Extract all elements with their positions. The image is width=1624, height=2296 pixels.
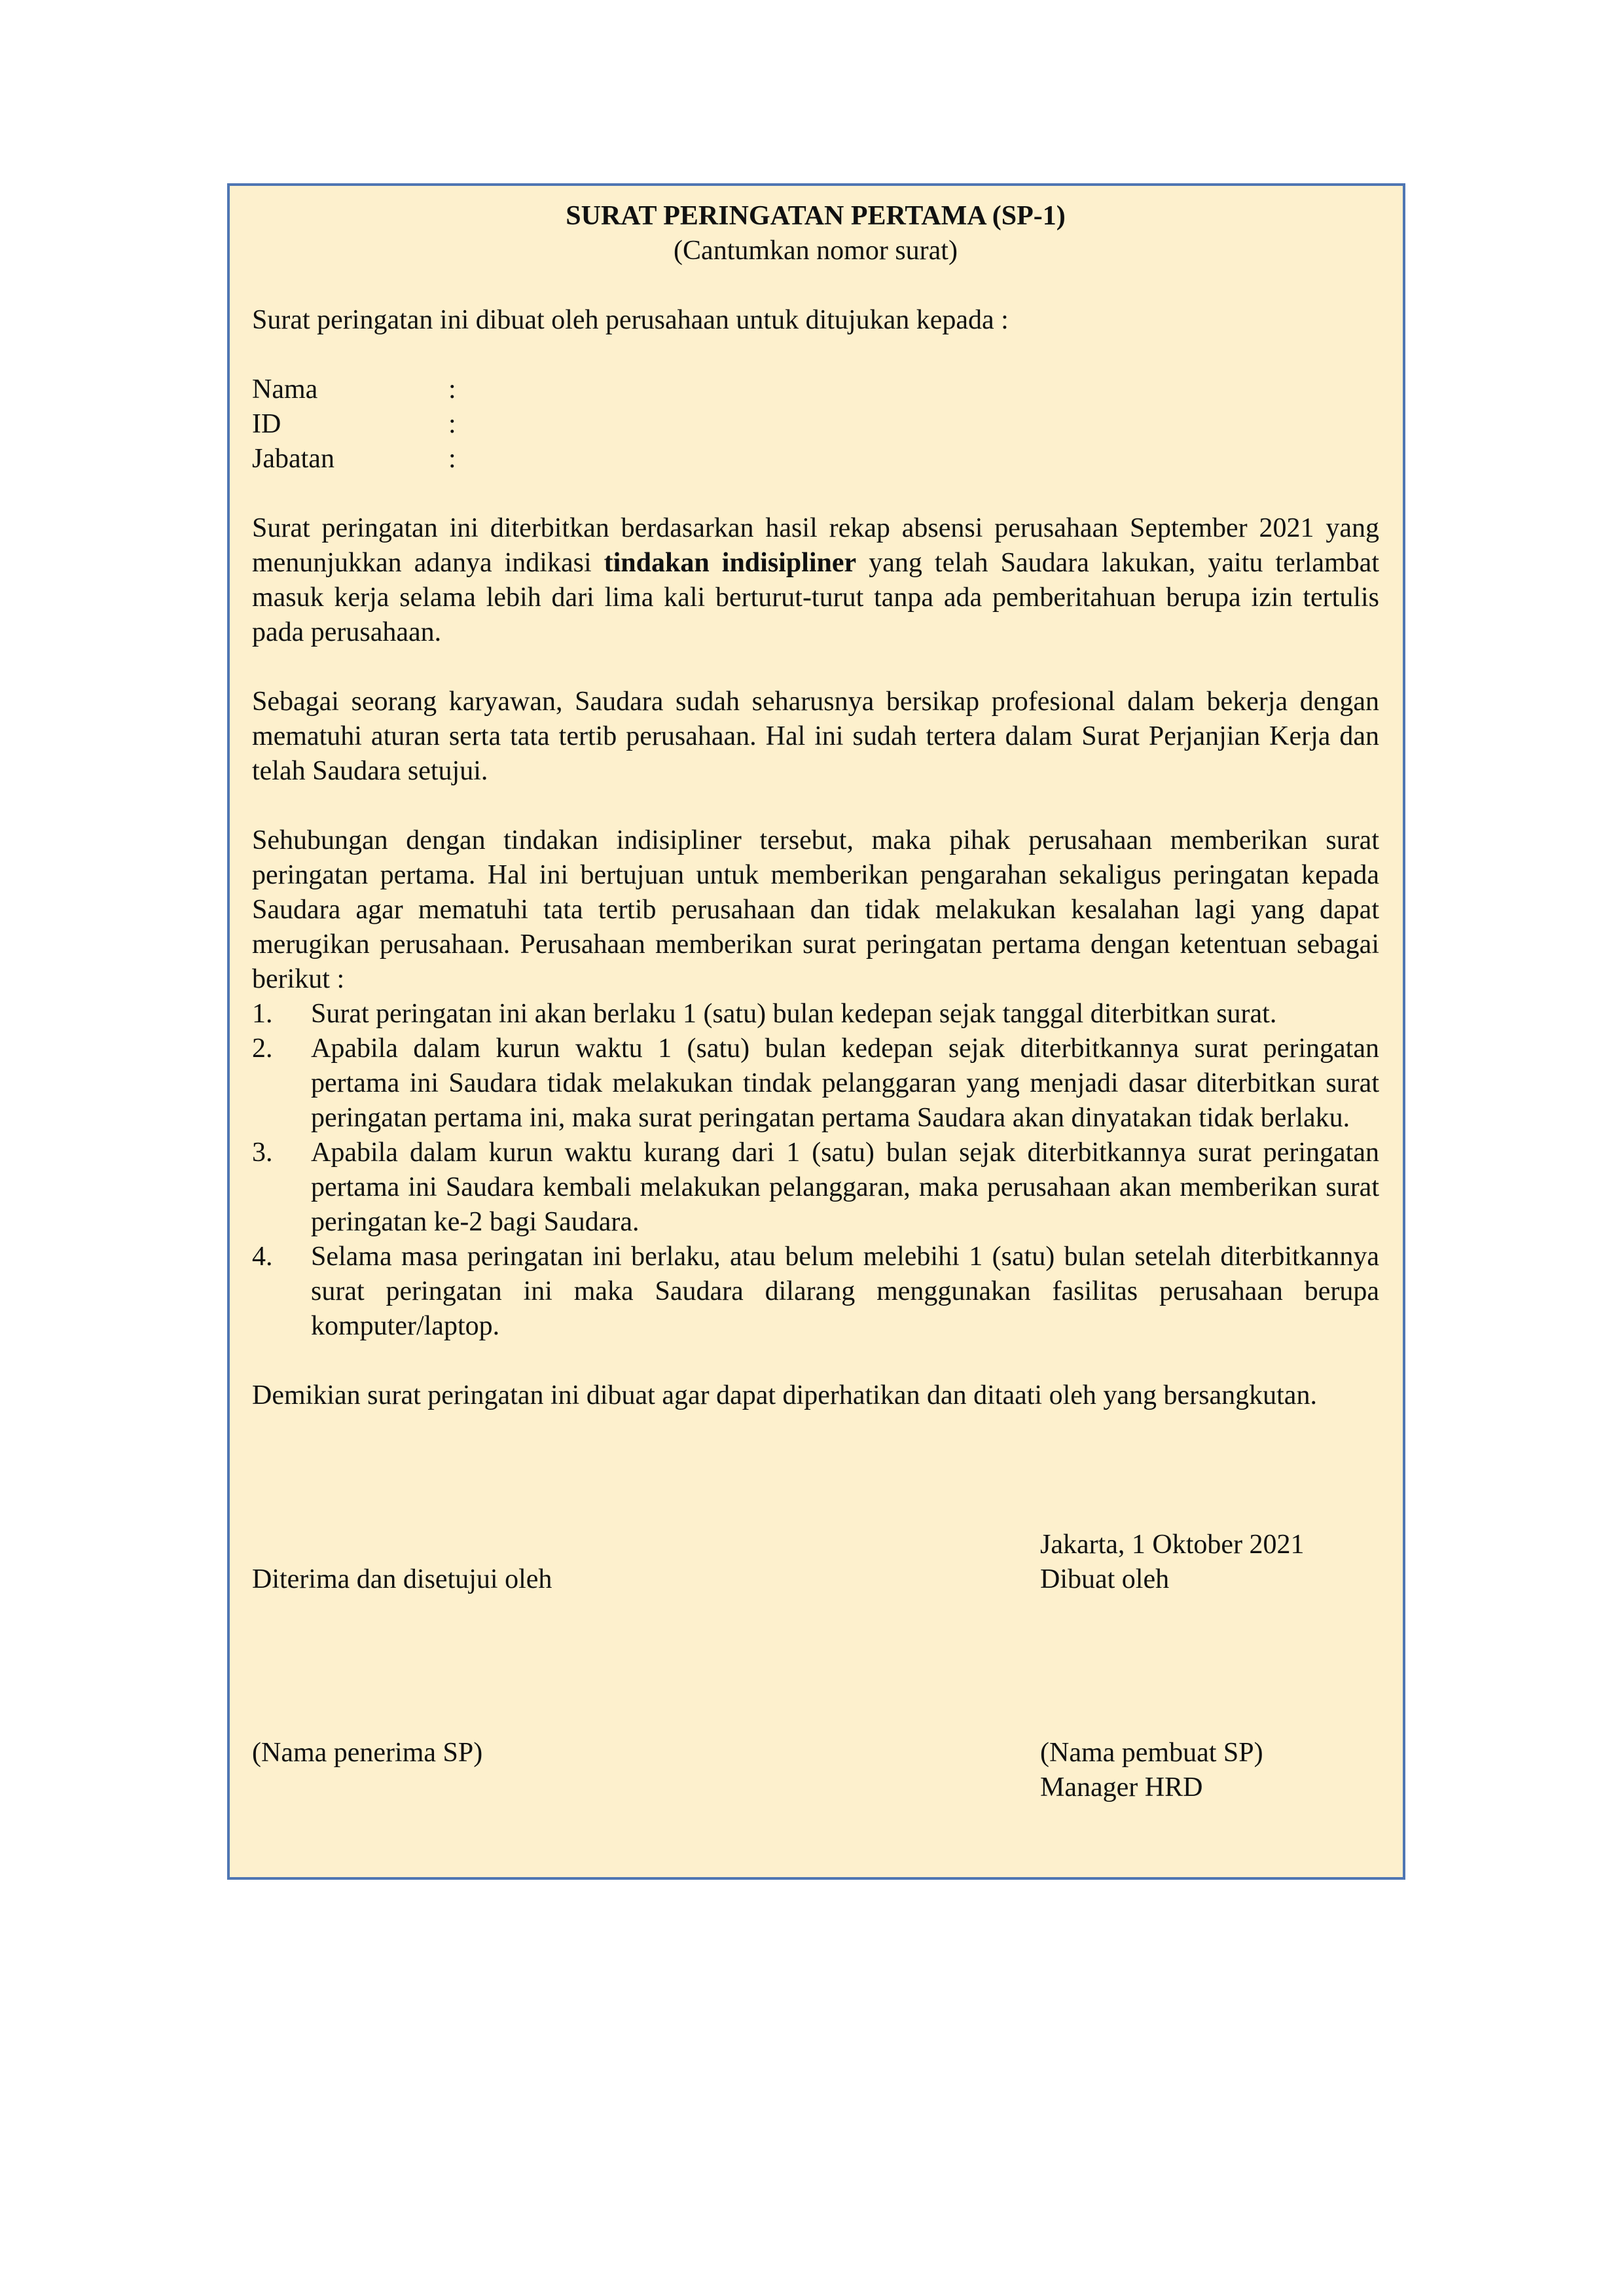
list-text: Apabila dalam kurun waktu 1 (satu) bulan kedepan sejak diterbitkannya surat peringatan pertama ini Saudara tidak melakukan tindak pelanggaran yang menjadi dasar diterbitkan surat peringatan pertama ini, maka surat peringatan pertama Saudara akan dinyatakan tidak berlaku. xyxy=(311,1033,1379,1133)
list-item xyxy=(252,997,1379,1031)
letter-title: SURAT PERINGATAN PERTAMA (SP-1) xyxy=(566,201,1066,231)
letter-box xyxy=(227,183,1405,1880)
field-row-nama xyxy=(252,372,1379,407)
paragraph-professional: Sebagai seorang karyawan, Saudara sudah seharusnya bersikap profesional dalam bekerja dengan mematuhi aturan serta tata tertib perusahaan. Hal ini sudah tertera dalam Surat Perjanjian Kerja dan telah Saudara setujui. xyxy=(252,687,1379,786)
issuer-name: (Nama pembuat SP) xyxy=(1040,1738,1263,1768)
field-separator: : xyxy=(448,409,456,439)
letter-number-placeholder: (Cantumkan nomor surat) xyxy=(674,236,958,266)
list-number: 2. xyxy=(252,1033,273,1064)
paragraph-basis xyxy=(252,511,1379,650)
list-text: Apabila dalam kurun waktu kurang dari 1 (satu) bulan sejak diterbitkannya surat peringatan pertama ini Saudara kembali melakukan pelanggaran, maka perusahaan akan memberikan surat peringatan ke-2 bagi Saudara. xyxy=(311,1138,1379,1237)
bold-term: tindakan indisipliner xyxy=(604,548,857,578)
receiver-caption: Diterima dan disetujui oleh xyxy=(252,1564,552,1594)
terms-list xyxy=(252,997,1379,1344)
field-label-id: ID xyxy=(252,409,281,439)
recipient-fields xyxy=(252,372,1379,476)
field-separator: : xyxy=(448,444,456,474)
paragraph-basis-text: Surat peringatan ini diterbitkan berdasarkan hasil rekap absensi perusahaan September 2021 yang menunjukkan adanya indikasi xyxy=(252,513,1379,578)
paragraph-warning: Sehubungan dengan tindakan indisipliner tersebut, maka pihak perusahaan memberikan surat peringatan pertama. Hal ini bertujuan untuk memberikan pengarahan sekaligus peringatan kepada Saudara agar mematuhi tata tertib perusahaan dan tidak melakukan kesalahan lagi yang dapat merugikan perusahaan. Perusahaan memberikan surat peringatan pertama dengan ketentuan sebagai berikut : xyxy=(252,825,1379,994)
closing-text: Demikian surat peringatan ini dibuat agar dapat diperhatikan dan ditaati oleh yang bersangkutan. xyxy=(252,1380,1317,1410)
list-item xyxy=(252,1136,1379,1240)
field-row-jabatan xyxy=(252,442,1379,476)
list-number: 4. xyxy=(252,1242,273,1272)
field-label-jabatan: Jabatan xyxy=(252,444,334,474)
issuer-position: Manager HRD xyxy=(1040,1772,1203,1803)
list-item xyxy=(252,1240,1379,1344)
list-item xyxy=(252,1031,1379,1136)
list-text: Surat peringatan ini akan berlaku 1 (satu) bulan kedepan sejak tanggal diterbitkan surat. xyxy=(311,999,1277,1029)
field-separator: : xyxy=(448,374,456,404)
receiver-name: (Nama penerima SP) xyxy=(252,1738,483,1768)
field-row-id xyxy=(252,407,1379,442)
list-number: 1. xyxy=(252,999,273,1029)
list-number: 3. xyxy=(252,1138,273,1168)
place-date: Jakarta, 1 Oktober 2021 xyxy=(1040,1530,1305,1560)
issuer-caption: Dibuat oleh xyxy=(1040,1564,1170,1594)
intro-text: Surat peringatan ini dibuat oleh perusahaan untuk ditujukan kepada : xyxy=(252,305,1009,335)
list-text: Selama masa peringatan ini berlaku, atau belum melebihi 1 (satu) bulan setelah diterbitkannya surat peringatan ini maka Saudara dilarang menggunakan fasilitas perusahaan berupa komputer/laptop. xyxy=(311,1242,1379,1341)
field-label-nama: Nama xyxy=(252,374,318,404)
paragraph-basis-text-end: yang telah Saudara lakukan, yaitu terlambat masuk kerja selama lebih dari lima kali berturut-turut tanpa ada pemberitahuan berupa izin tertulis pada perusahaan. xyxy=(252,548,1379,647)
